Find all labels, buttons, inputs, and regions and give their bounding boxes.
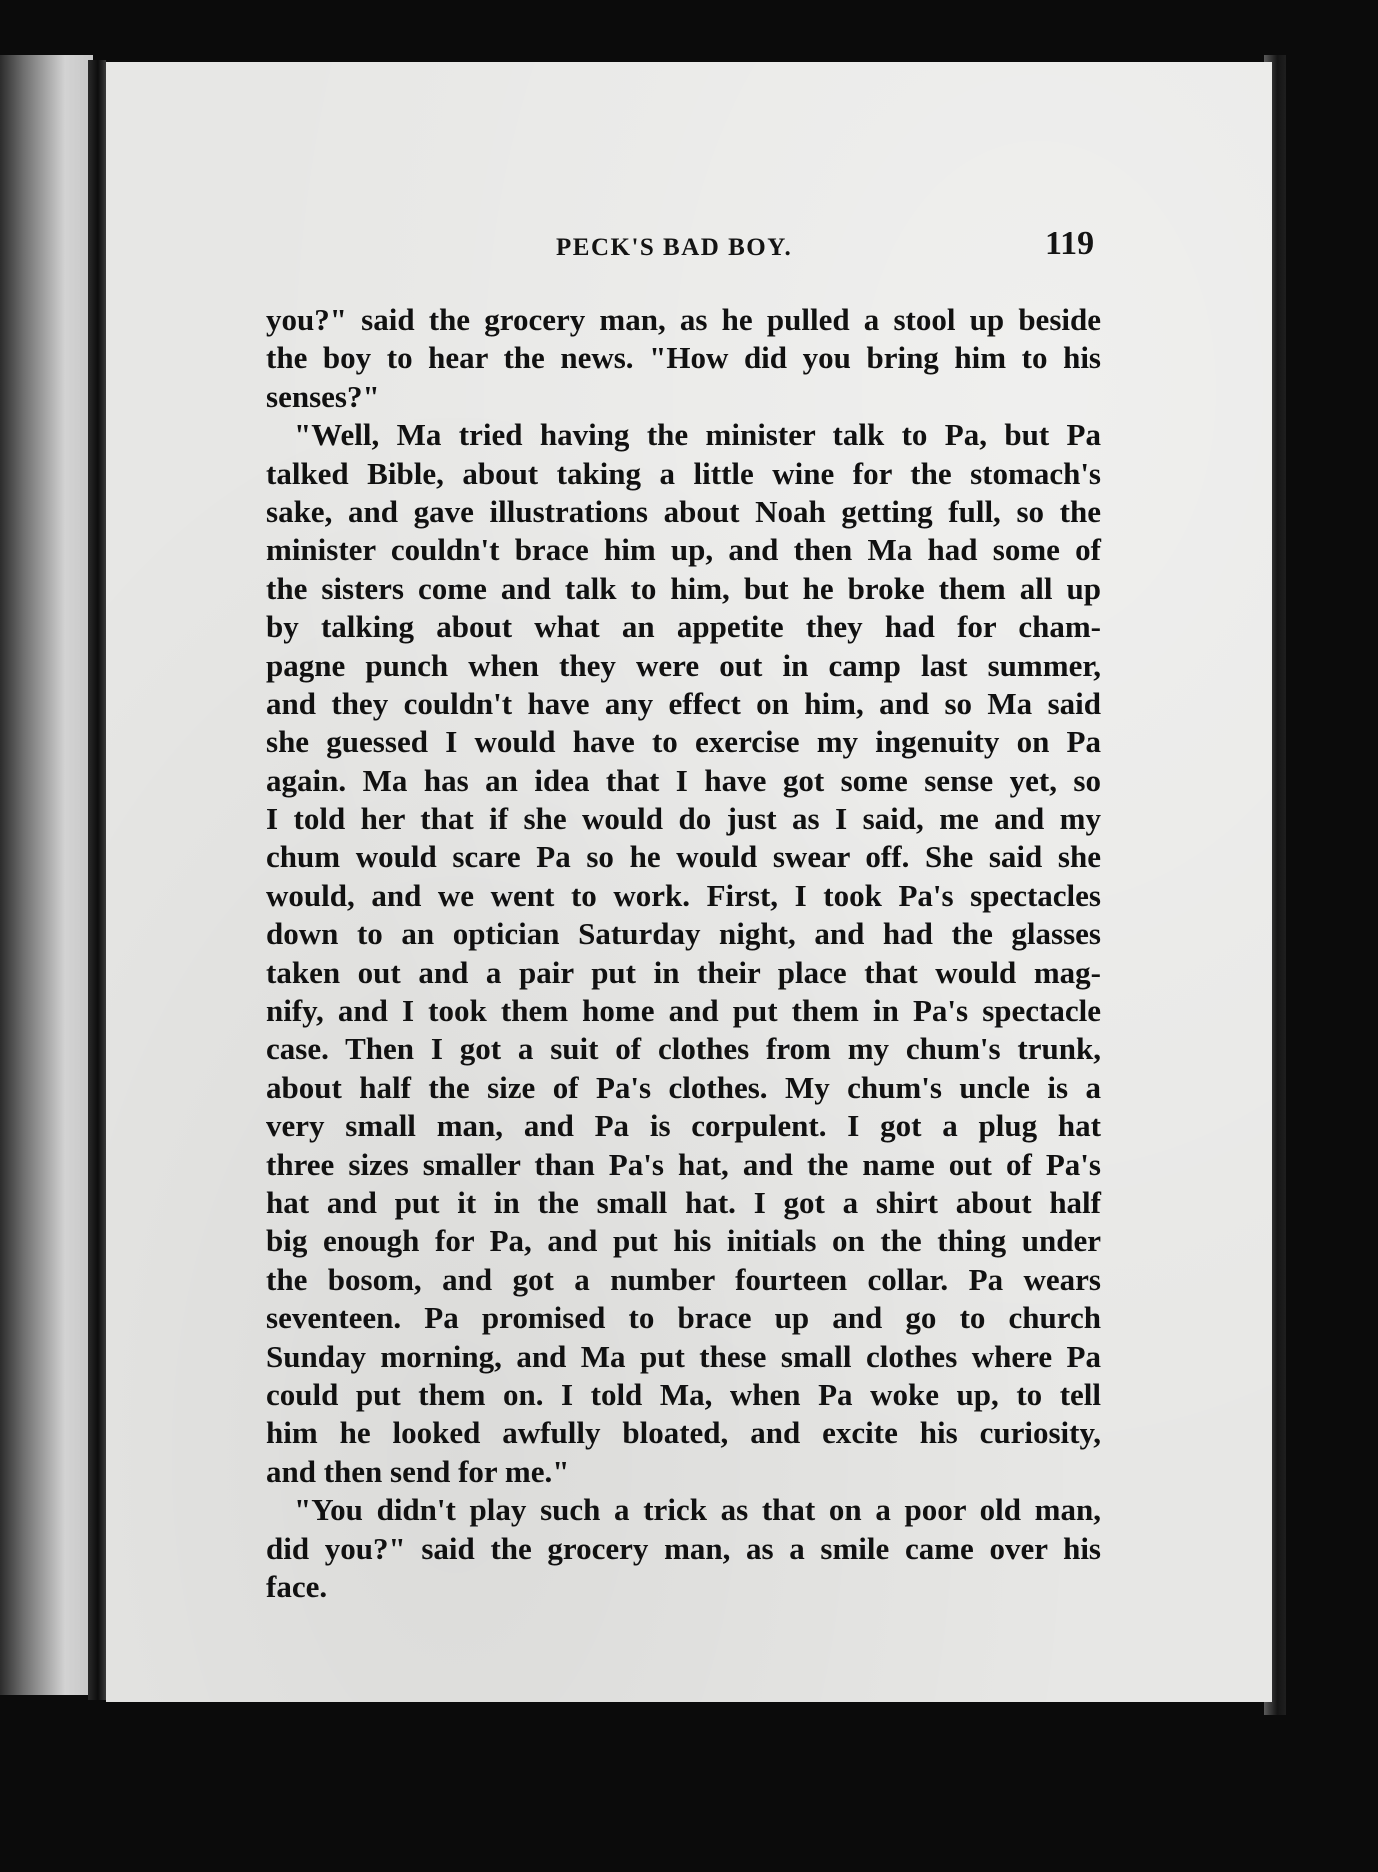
facing-page-edge	[0, 55, 93, 1695]
text-line: big enough for Pa, and put his initials on the thing under	[266, 1223, 1101, 1259]
text-line: him he looked awfully bloated, and excite his curiosity,	[266, 1415, 1101, 1451]
body-text	[266, 301, 1101, 1606]
text-line: about half the size of Pa's clothes. My chum's uncle is a	[266, 1069, 1101, 1105]
text-line: down to an optician Saturday night, and had the glasses	[266, 916, 1101, 952]
text-line: did you?" said the grocery man, as a smile came over his	[266, 1530, 1101, 1566]
text-line: Sunday morning, and Ma put these small clothes where Pa	[266, 1338, 1101, 1374]
running-head: PECK'S BAD BOY.	[556, 234, 793, 261]
text-line: talked Bible, about taking a little wine for the stomach's	[266, 455, 1101, 491]
text-line: and they couldn't have any effect on him, and so Ma said	[266, 685, 1101, 721]
text-line: chum would scare Pa so he would swear off. She said she	[266, 839, 1101, 875]
text-line: "Well, Ma tried having the minister talk to Pa, but Pa	[294, 417, 1101, 453]
text-line: face.	[266, 1568, 328, 1604]
book-gutter	[88, 60, 106, 1700]
text-line: taken out and a pair put in their place that would mag-	[266, 954, 1101, 990]
text-line: senses?"	[266, 378, 380, 414]
text-line: nify, and I took them home and put them in Pa's spectacle	[266, 993, 1101, 1029]
text-line: you?" said the grocery man, as he pulled a stool up beside	[266, 302, 1101, 337]
text-line: again. Ma has an idea that I have got some sense yet, so	[266, 762, 1101, 798]
text-line: the bosom, and got a number fourteen collar. Pa wears	[266, 1261, 1101, 1297]
text-line: "You didn't play such a trick as that on a poor old man,	[294, 1492, 1101, 1528]
text-line: hat and put it in the small hat. I got a shirt about half	[266, 1184, 1101, 1220]
text-line: pagne punch when they were out in camp last summer,	[266, 647, 1101, 683]
text-line: would, and we went to work. First, I took Pa's spectacles	[266, 877, 1101, 913]
text-line: the sisters come and talk to him, but he broke them all up	[266, 570, 1101, 606]
text-line: she guessed I would have to exercise my ingenuity on Pa	[266, 724, 1101, 760]
text-line: could put them on. I told Ma, when Pa woke up, to tell	[266, 1376, 1101, 1412]
text-line: and then send for me."	[266, 1453, 570, 1489]
text-line: case. Then I got a suit of clothes from my chum's trunk,	[266, 1031, 1101, 1067]
text-line: by talking about what an appetite they had for cham-	[266, 609, 1101, 645]
page-number: 119	[1045, 225, 1095, 262]
text-line: minister couldn't brace him up, and then Ma had some of	[266, 532, 1101, 568]
text-line: the boy to hear the news. "How did you bring him to his	[266, 340, 1101, 376]
text-line: I told her that if she would do just as I said, me and my	[266, 801, 1101, 837]
text-line: very small man, and Pa is corpulent. I got a plug hat	[266, 1108, 1101, 1144]
text-line: sake, and gave illustrations about Noah getting full, so the	[266, 493, 1101, 529]
text-line: seventeen. Pa promised to brace up and go to church	[266, 1300, 1101, 1336]
text-line: three sizes smaller than Pa's hat, and the name out of Pa's	[266, 1146, 1101, 1182]
